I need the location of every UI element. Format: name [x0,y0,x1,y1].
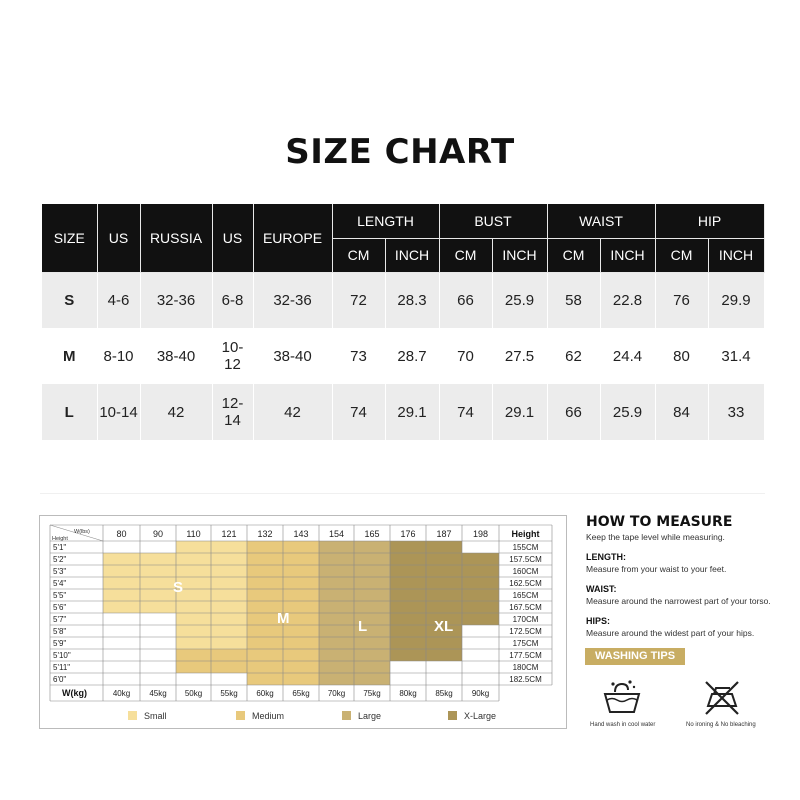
table-cell: 4-6 [97,272,140,328]
table-cell: 74 [332,384,385,440]
header-cm: CM [439,238,492,272]
header-waist: WAIST [547,204,655,238]
how-to-measure-panel [586,514,791,638]
table-cell: 22.8 [600,272,655,328]
height-ft-label: 5'1" [53,543,67,552]
table-cell: 29.1 [385,384,439,440]
height-cm-label: 180CM [512,663,539,672]
length-text: Measure from your waist to your feet. [586,564,727,574]
height-cm-label: 162.5CM [509,579,542,588]
legend-label: Small [144,711,167,721]
height-ft-label: 5'4" [53,579,67,588]
weight-lbs-label: 121 [221,529,237,539]
height-ft-label: 5'2" [53,555,67,564]
weight-lbs-label: 187 [436,529,452,539]
table-cell: 25.9 [492,272,547,328]
hand-wash-caption: Hand wash in cool water [590,722,656,728]
table-cell: 42 [253,384,332,440]
table-cell: 70 [439,328,492,384]
table-cell: 84 [655,384,708,440]
table-cell: 73 [332,328,385,384]
weight-lbs-label: 110 [186,529,201,539]
legend-label: Medium [252,711,285,721]
header-cm: CM [655,238,708,272]
region-label-l: L [358,618,368,635]
table-cell: 24.4 [600,328,655,384]
weight-kg-label: 60kg [256,689,274,698]
height-cm-label: 165CM [512,591,539,600]
region-label-s: S [173,579,184,596]
header-cm: CM [332,238,385,272]
weight-kg-label: 70kg [327,689,346,698]
hand-wash-icon [601,678,643,718]
height-ft-label: 5'10" [53,651,71,660]
height-ft-label: 5'6" [53,603,67,612]
table-cell: 28.7 [385,328,439,384]
table-cell: 27.5 [492,328,547,384]
weight-lbs-label: 90 [152,529,164,539]
header-inch: INCH [708,238,764,272]
table-row [42,384,764,440]
header-length: LENGTH [332,204,439,238]
table-cell: 6-8 [212,272,253,328]
height-cm-label: 170CM [512,615,539,624]
legend-swatch [342,711,351,720]
table-cell: 31.4 [708,328,764,384]
weight-lbs-label: 165 [364,529,380,539]
waist-text: Measure around the narrowest part of your torso. [586,596,771,606]
weight-kg-label: 55kg [220,689,238,698]
region-s [103,553,176,613]
header-us: US [97,204,140,272]
header-cm: CM [547,238,600,272]
table-cell: 33 [708,384,764,440]
height-ft-label: 5'5" [53,591,67,600]
height-ft-label: 5'8" [53,627,67,636]
weight-kg-label: 90kg [471,689,490,698]
weight-kg-label: 85kg [435,689,453,698]
region-s [176,541,247,649]
no-iron-caption: No ironing & No bleaching [686,722,756,728]
header-inch: INCH [600,238,655,272]
height-column-header: Height [511,529,540,539]
height-ft-label: 5'7" [53,615,67,624]
table-cell: 25.9 [600,384,655,440]
height-cm-label: 175CM [512,639,539,648]
table-cell: 29.1 [492,384,547,440]
legend-label: Large [358,711,382,721]
length-label: LENGTH: [586,552,626,562]
legend-label: X-Large [464,711,497,721]
height-cm-label: 177.5CM [509,651,542,660]
size-table [42,204,765,440]
measure-heading: HOW TO MEASURE [586,514,733,530]
header-size: SIZE [42,204,97,272]
corner-weight-label: W(lbs) [74,529,90,535]
table-cell: 28.3 [385,272,439,328]
height-cm-label: 167.5CM [509,603,542,612]
height-cm-label: 182.5CM [509,675,542,684]
size-cell: S [42,272,97,328]
height-cm-label: 172.5CM [509,627,542,636]
table-cell: 32-36 [253,272,332,328]
weight-kg-label: 50kg [184,689,203,698]
header-inch: INCH [492,238,547,272]
table-cell: 76 [655,272,708,328]
table-row [42,328,764,384]
weight-kg-label: 65kg [292,689,310,698]
height-cm-label: 155CM [512,543,539,552]
waist-label: WAIST: [586,584,617,594]
section-divider [40,493,765,494]
table-row [42,272,764,328]
table-cell: 8-10 [97,328,140,384]
legend-swatch [236,711,245,720]
header-hip: HIP [655,204,764,238]
legend-swatch [128,711,137,720]
header-us: US [212,204,253,272]
weight-lbs-label: 198 [472,529,489,539]
table-cell: 66 [439,272,492,328]
size-cell: L [42,384,97,440]
header-europe: EUROPE [253,204,332,272]
height-weight-grid [40,516,566,728]
header-russia: RUSSIA [140,204,212,272]
weight-lbs-label: 143 [293,529,309,539]
measure-subtitle: Keep the tape level while measuring. [586,532,725,542]
region-label-xl: XL [434,618,454,635]
size-cell: M [42,328,97,384]
height-weight-chart [39,515,567,729]
weight-kg-label: 45kg [149,689,167,698]
hips-text: Measure around the widest part of your hips. [586,628,755,638]
height-cm-label: 157.5CM [509,555,542,564]
table-cell: 10-14 [97,384,140,440]
table-cell: 38-40 [140,328,212,384]
header-inch: INCH [385,238,439,272]
weight-kg-label: 80kg [399,689,417,698]
weight-lbs-label: 154 [328,529,345,539]
table-cell: 12-14 [212,384,253,440]
header-bust: BUST [439,204,547,238]
table-cell: 62 [547,328,600,384]
height-ft-label: 5'11" [53,663,71,672]
table-cell: 32-36 [140,272,212,328]
height-ft-label: 6'0" [53,675,67,684]
washing-tips-badge: WASHING TIPS [585,648,685,665]
table-cell: 58 [547,272,600,328]
height-ft-label: 5'3" [53,567,67,576]
table-cell: 29.9 [708,272,764,328]
table-cell: 72 [332,272,385,328]
table-cell: 10-12 [212,328,253,384]
table-cell: 42 [140,384,212,440]
weight-kg-row-label: W(kg) [62,688,87,698]
page-title: SIZE CHART [285,132,515,172]
height-ft-label: 5'9" [53,639,67,648]
corner-height-label: Height [52,536,68,542]
weight-lbs-label: 80 [116,529,127,539]
table-cell: 66 [547,384,600,440]
weight-lbs-label: 132 [257,529,273,539]
hips-label: HIPS: [586,616,611,626]
weight-kg-label: 40kg [112,689,131,698]
table-cell: 80 [655,328,708,384]
no-iron-no-bleach-icon [702,678,742,718]
table-cell: 38-40 [253,328,332,384]
weight-lbs-label: 176 [400,529,416,539]
weight-kg-label: 75kg [363,689,381,698]
region-label-m: M [277,610,290,627]
table-cell: 74 [439,384,492,440]
height-cm-label: 160CM [512,567,539,576]
legend-swatch [448,711,457,720]
